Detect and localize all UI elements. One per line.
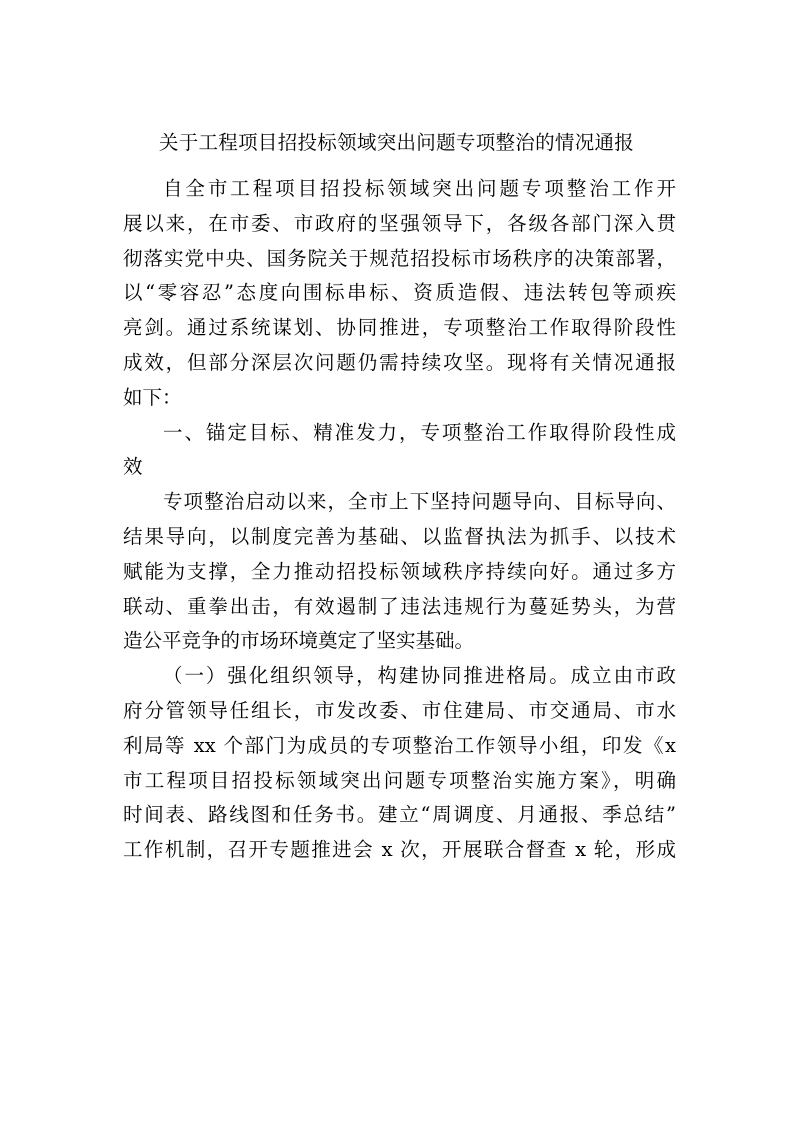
body-line: 工作机制，召开专题推进会 x 次，开展联合督查 x 轮，形成 xyxy=(123,838,676,862)
document-title: 关于工程项目招投标领域突出问题专项整治的情况通报 xyxy=(158,131,635,154)
body-line: 彻落实党中央、国务院关于规范招投标市场秩序的决策部署， xyxy=(123,246,676,270)
body-line: 成效，但部分深层次问题仍需持续攻坚。现将有关情况通报 xyxy=(123,350,676,374)
body-line: 一、锚定目标、精准发力，专项整治工作取得阶段性成 xyxy=(163,420,676,444)
body-line: 如下： xyxy=(123,385,182,409)
body-line: 造公平竞争的市场环境奠定了坚实基础。 xyxy=(123,629,475,653)
body-line: 府分管领导任组长，市发改委、市住建局、市交通局、市水 xyxy=(123,698,676,722)
body-line: 赋能为支撑，全力推动招投标领域秩序持续向好。通过多方 xyxy=(123,559,676,583)
body-line: 亮剑。通过系统谋划、协同推进，专项整治工作取得阶段性 xyxy=(123,316,676,340)
body-line: 自全市工程项目招投标领域突出问题专项整治工作开 xyxy=(163,177,676,200)
body-line: （一）强化组织领导，构建协同推进格局。成立由市政 xyxy=(163,664,676,688)
body-line: 联动、重拳出击，有效遏制了违法违规行为蔓延势头，为营 xyxy=(123,594,676,618)
body-line: 专项整治启动以来，全市上下坚持问题导向、目标导向、 xyxy=(163,490,676,514)
body-line: 市工程项目招投标领域突出问题专项整治实施方案》，明确 xyxy=(123,768,676,792)
body-line: 结果导向，以制度完善为基础、以监督执法为抓手、以技术 xyxy=(123,524,676,548)
document-body xyxy=(123,172,676,868)
body-line: 利局等 xx 个部门为成员的专项整治工作领导小组，印发《x xyxy=(123,733,676,757)
body-line: 展以来，在市委、市政府的坚强领导下，各级各部门深入贯 xyxy=(123,211,676,235)
body-line: 以“零容忍”态度向围标串标、资质造假、违法转包等顽疾 xyxy=(123,281,676,305)
body-line: 时间表、路线图和任务书。建立“周调度、月通报、季总结” xyxy=(123,803,676,827)
body-line: 效 xyxy=(123,455,143,479)
